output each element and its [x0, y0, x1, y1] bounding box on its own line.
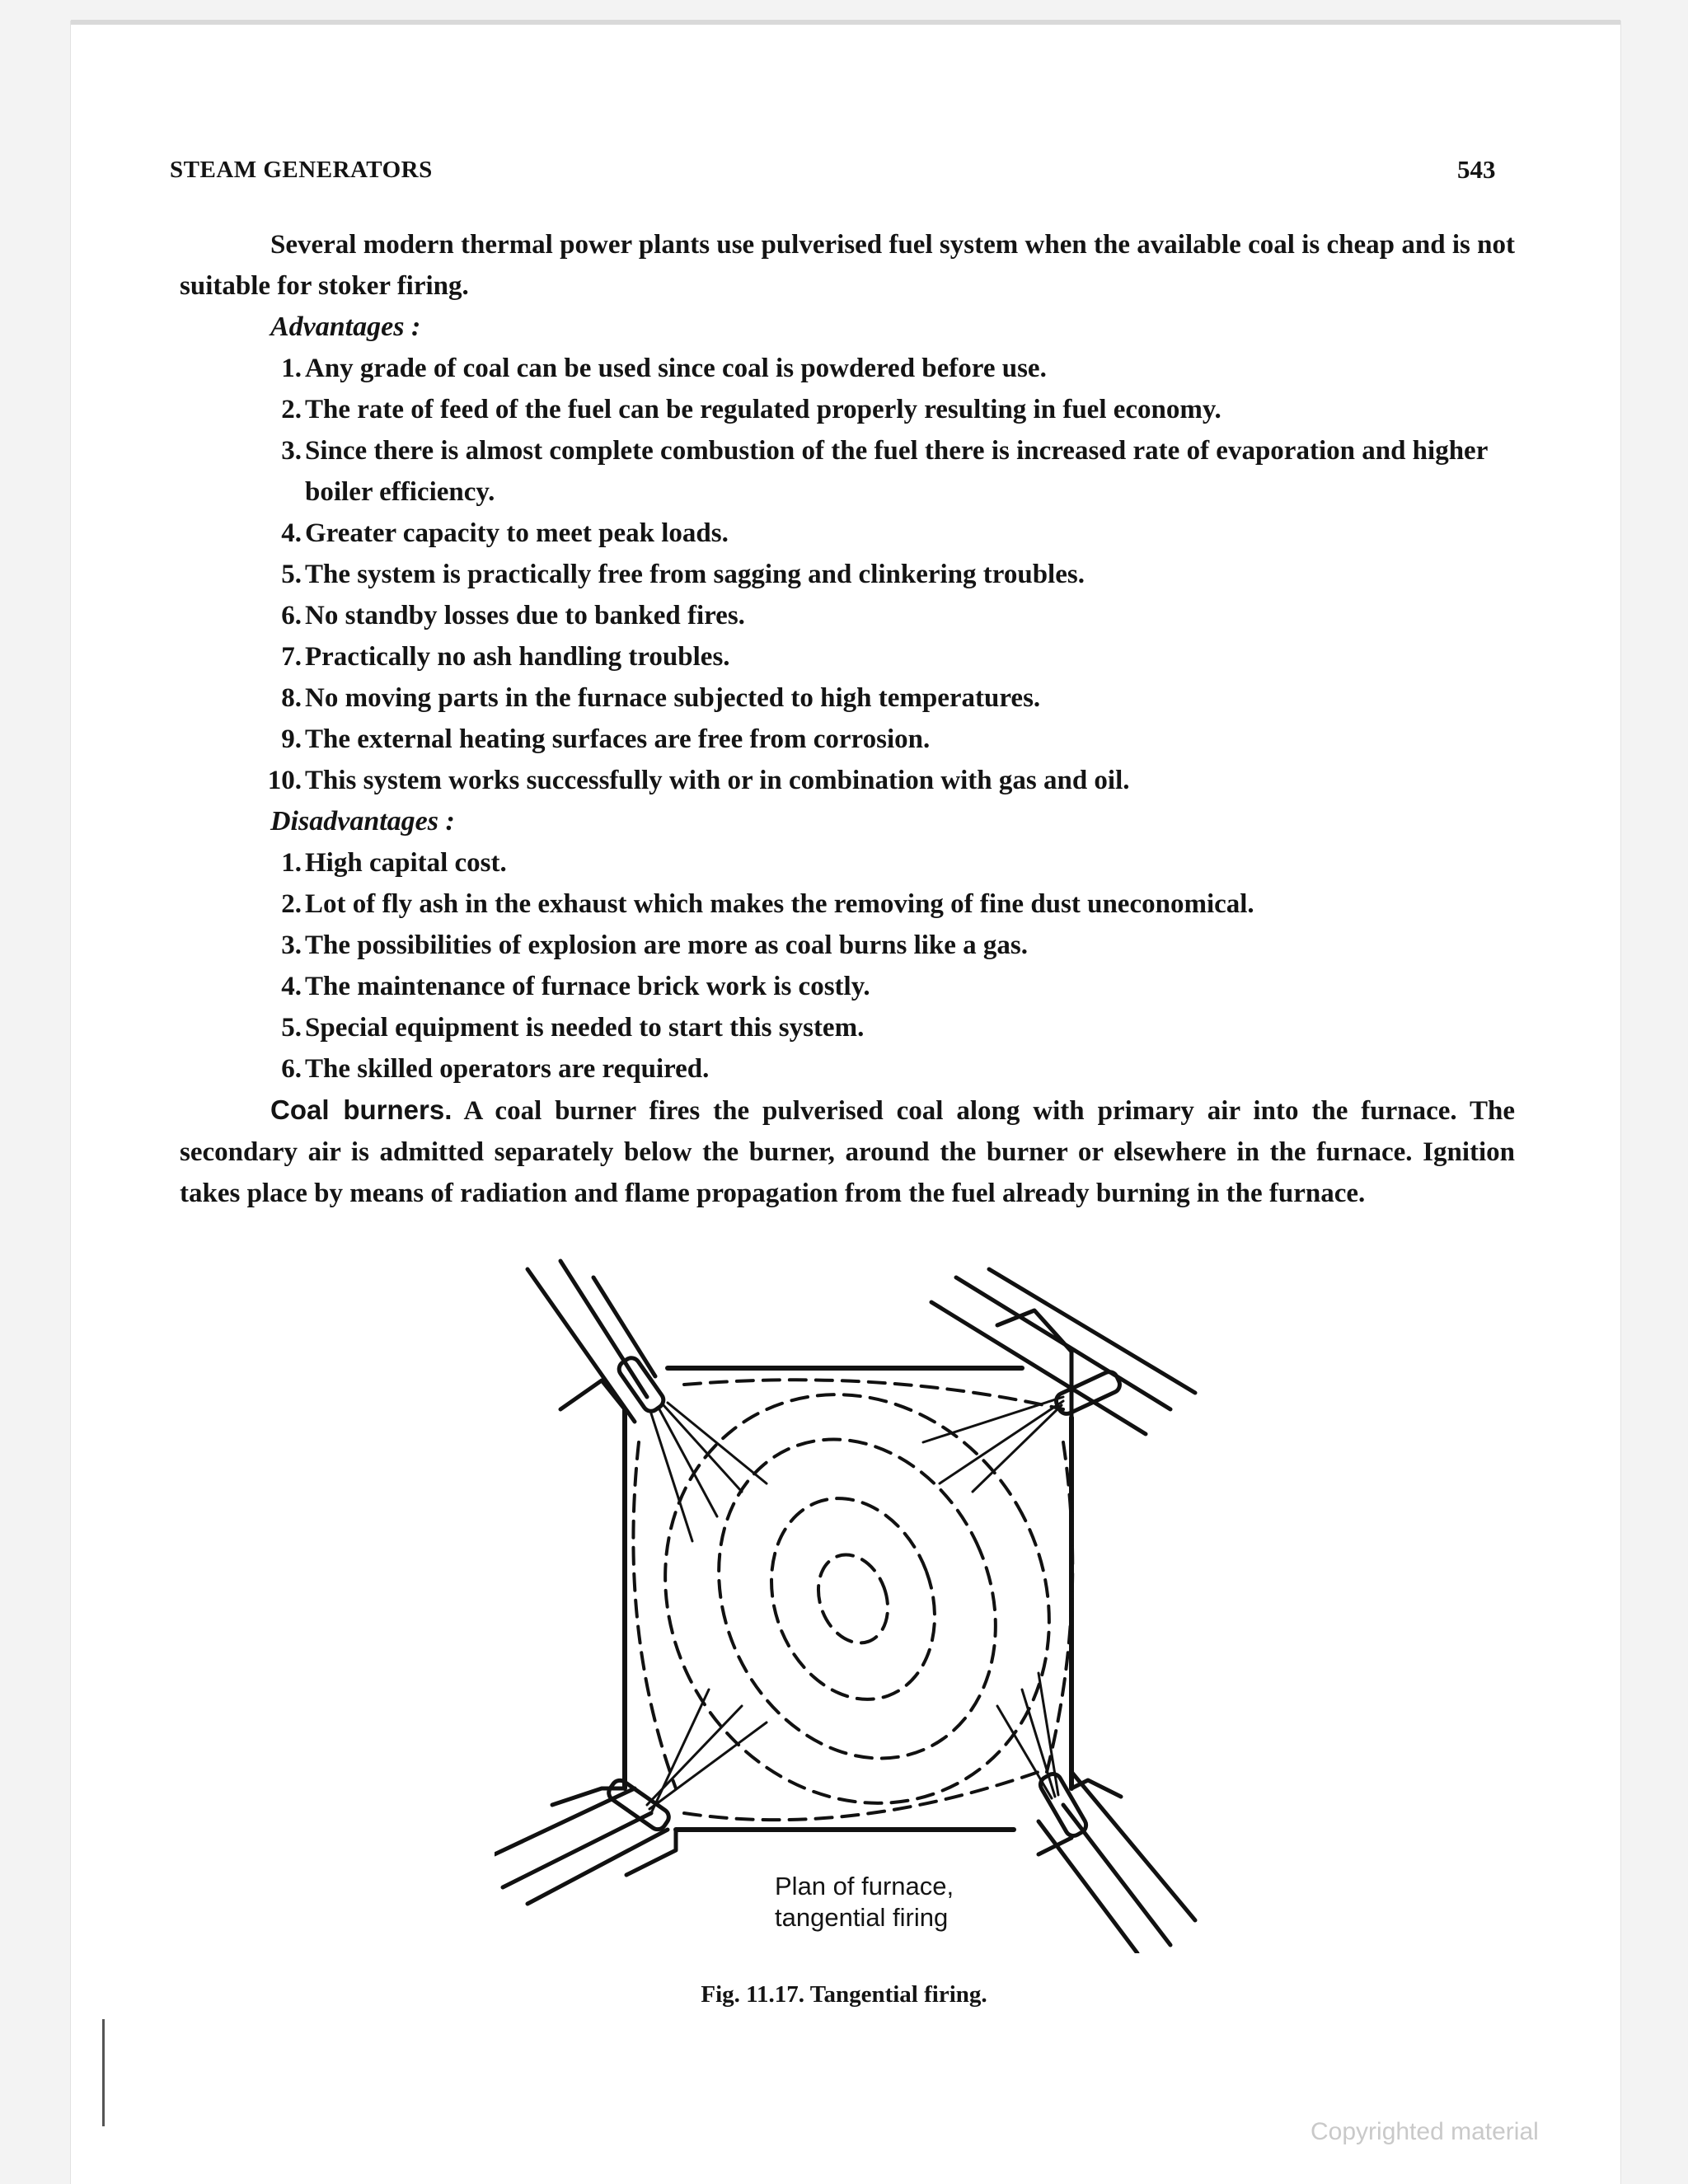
list-item: 7. Practically no ash handling troubles. [281, 642, 730, 672]
list-item: 6. The skilled operators are required. [281, 1054, 710, 1084]
page-number: 543 [1457, 155, 1496, 184]
disadvantages-list [180, 842, 1515, 1090]
disadvantages-heading: Disadvantages : [270, 806, 455, 837]
running-head: STEAM GENERATORS [170, 157, 433, 183]
list-item: 1. Any grade of coal can be used since coal is powdered before use. [281, 354, 1047, 383]
list-item: 5. Special equipment is needed to start this system. [281, 1013, 865, 1043]
margin-rule [102, 2019, 105, 2126]
list-item: 6. No standby losses due to banked fires. [281, 601, 745, 630]
tangential-firing-figure [495, 1244, 1203, 1953]
list-item: 10. This system works successfully with or in combination with gas and oil. [267, 766, 1130, 795]
list-item: 3. Since there is almost complete combustion of the fuel there is increased rate of evaporation and higher boiler efficiency. [281, 436, 1488, 507]
list-item: 4. Greater capacity to meet peak loads. [281, 518, 729, 548]
coal-burners-runin: Coal burners. [270, 1094, 452, 1125]
figure-label [775, 1871, 954, 1933]
list-item: 4. The maintenance of furnace brick work is costly. [281, 972, 870, 1001]
list-item: 2. Lot of fly ash in the exhaust which makes the removing of fine dust uneconomical. [281, 889, 1254, 919]
list-item: 8. No moving parts in the furnace subjected to high temperatures. [281, 683, 1041, 713]
list-item: 3. The possibilities of explosion are more as coal burns like a gas. [281, 930, 1029, 960]
intro-paragraph: Several modern thermal power plants use pulverised fuel system when the available coal is cheap and is not suitable for stoker firing. [180, 230, 1515, 301]
list-item: 2. The rate of feed of the fuel can be regulated properly resulting in fuel economy. [281, 395, 1221, 424]
burner-bottom-right [1038, 1771, 1195, 1953]
advantages-heading: Advantages : [270, 312, 421, 342]
coal-burners-text: A coal burner fires the pulverised coal along with primary air into the furnace. The secondary air is admitted separately below the burner, around the burner or elsewhere in the furnace. Ignition takes place by means of radiation and flame propagation from the fuel already burning in the furnace. [180, 1096, 1515, 1208]
list-item: 5. The system is practically free from sagging and clinkering troubles. [281, 560, 1085, 589]
page-body [180, 224, 1515, 1214]
advantages-list [180, 348, 1515, 801]
copyright-watermark: Copyrighted material [1311, 2118, 1539, 2145]
coal-burners-paragraph [180, 1090, 1515, 1214]
figure-caption: Fig. 11.17. Tangential firing. [701, 1981, 987, 2008]
page-top-edge [71, 20, 1620, 25]
burner-top-left [528, 1261, 667, 1422]
figure-label-line2: tangential firing [775, 1903, 949, 1932]
list-item: 9. The external heating surfaces are free from corrosion. [281, 724, 931, 754]
list-item: 1. High capital cost. [281, 848, 507, 878]
flame-jets [647, 1397, 1063, 1813]
figure-label-line1: Plan of furnace, [775, 1872, 954, 1900]
